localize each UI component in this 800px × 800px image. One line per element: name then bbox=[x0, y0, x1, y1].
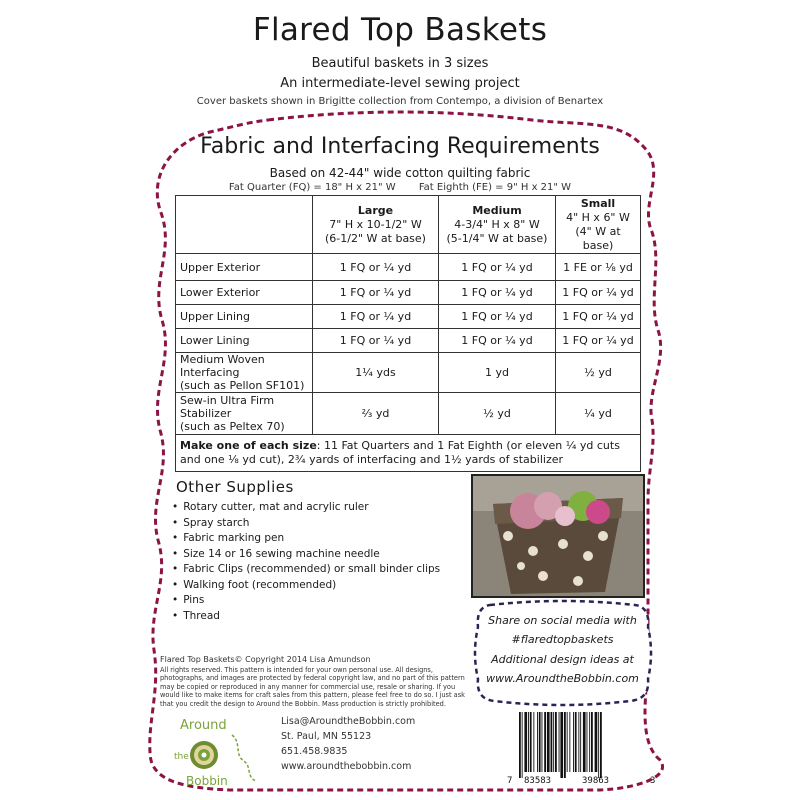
cell-large: ⅔ yd bbox=[313, 393, 439, 435]
legal-text: All rights reserved. This pattern is intended for your own personal use. All designs, photographs, and images are protected by federal copyright law, and no part of this pattern may be copied or reproduced in any manner for commercial use, resale or sharing. If you would like to make items for craft sales from this pattern, please feel free to do so. I just ask that you credit the design to Around the Bobbin. Mass production is strictly prohibited. bbox=[160, 666, 465, 708]
table-row bbox=[176, 353, 641, 393]
barcode-bar bbox=[587, 712, 588, 772]
barcode-bar bbox=[559, 712, 560, 772]
row-label: Sew-in Ultra Firm Stabilizer (such as Peltex 70) bbox=[176, 393, 313, 435]
make-one-note: Make one of each size: 11 Fat Quarters and 1 Fat Eighth (or eleven ¼ yd cuts and one ⅛ yd cut), 2¾ yards of interfacing and 1½ yards of stabilizer bbox=[176, 435, 641, 472]
cell-medium: 1 yd bbox=[439, 353, 556, 393]
logo-word-around: Around bbox=[180, 718, 227, 733]
barcode-bar bbox=[547, 712, 550, 772]
cell-medium: 1 FQ or ¼ yd bbox=[439, 254, 556, 281]
barcode-bar bbox=[537, 712, 538, 772]
cell-small: 1 FQ or ¼ yd bbox=[556, 281, 641, 305]
table-row bbox=[176, 393, 641, 435]
column-header-medium: Medium 4-3/4" H x 8" W (5-1/4" W at base) bbox=[439, 196, 556, 254]
logo-word-the: the bbox=[174, 752, 189, 762]
cell-medium: 1 FQ or ¼ yd bbox=[439, 329, 556, 353]
copyright-line: Flared Top Baskets© Copyright 2014 Lisa Amundson bbox=[160, 655, 371, 664]
column-header-small: Small 4" H x 6" W (4" W at base) bbox=[556, 196, 641, 254]
barcode-bar bbox=[560, 712, 563, 778]
barcode-bar bbox=[553, 712, 554, 772]
fabric-width-note: Based on 42-44" wide cotton quilting fabric bbox=[269, 166, 531, 180]
barcode-bar bbox=[530, 712, 532, 772]
cell-small: ¼ yd bbox=[556, 393, 641, 435]
row-label: Upper Lining bbox=[176, 305, 313, 329]
barcode-bar bbox=[573, 712, 574, 772]
barcode-digit-first: 7 bbox=[507, 776, 513, 786]
fat-quarter-def: Fat Quarter (FQ) = 18" H x 21" W bbox=[228, 182, 396, 193]
list-item: • Fabric marking pen bbox=[172, 531, 440, 547]
around-the-bobbin-logo bbox=[172, 715, 272, 790]
barcode-digit-last: 3 bbox=[650, 776, 656, 786]
table-row bbox=[176, 329, 641, 353]
column-header-large: Large 7" H x 10-1/2" W (6-1/2" W at base) bbox=[313, 196, 439, 254]
cell-medium: ½ yd bbox=[439, 393, 556, 435]
barcode-bar bbox=[600, 712, 602, 778]
supplies-list bbox=[172, 500, 440, 624]
cell-large: 1 FQ or ¼ yd bbox=[313, 305, 439, 329]
table-row bbox=[176, 254, 641, 281]
share-line-1: Share on social media with bbox=[488, 614, 637, 627]
cell-small: ½ yd bbox=[556, 353, 641, 393]
barcode-bar bbox=[551, 712, 553, 772]
cover-note: Cover baskets shown in Brigitte collection from Contempo, a division of Benartex bbox=[196, 96, 604, 107]
fat-eighth-def: Fat Eighth (FE) = 9" H x 21" W bbox=[418, 182, 572, 193]
barcode-bar bbox=[595, 712, 598, 772]
share-line-3: Additional design ideas at bbox=[491, 653, 634, 666]
barcode-bar bbox=[591, 712, 593, 772]
barcode-bar bbox=[555, 712, 557, 772]
cell-small: 1 FQ or ¼ yd bbox=[556, 329, 641, 353]
list-item: • Walking foot (recommended) bbox=[172, 578, 440, 594]
list-item: • Fabric Clips (recommended) or small binder clips bbox=[172, 562, 440, 578]
share-hashtag: #flaredtopbaskets bbox=[511, 633, 614, 646]
barcode-bar bbox=[569, 712, 570, 772]
contact-email[interactable]: Lisa@AroundtheBobbin.com bbox=[281, 716, 416, 727]
requirements-title: Fabric and Interfacing Requirements bbox=[200, 134, 600, 159]
table-summary-row bbox=[176, 435, 641, 472]
list-item: • Size 14 or 16 sewing machine needle bbox=[172, 547, 440, 563]
contact-phone: 651.458.9835 bbox=[281, 746, 348, 757]
barcode-bar bbox=[519, 712, 521, 778]
cell-small: 1 FQ or ¼ yd bbox=[556, 305, 641, 329]
cell-small: 1 FE or ⅛ yd bbox=[556, 254, 641, 281]
list-item: • Rotary cutter, mat and acrylic ruler bbox=[172, 500, 440, 516]
row-label: Lower Exterior bbox=[176, 281, 313, 305]
basket-photo bbox=[471, 474, 645, 598]
barcode-bar bbox=[564, 712, 566, 778]
barcode-bar bbox=[598, 712, 599, 778]
barcode-digits-right: 39863 bbox=[582, 776, 610, 786]
requirements-table bbox=[175, 195, 641, 472]
barcode-bar bbox=[539, 712, 541, 772]
barcode-bar bbox=[544, 712, 546, 772]
barcode-bar bbox=[578, 712, 579, 772]
barcode-bar bbox=[589, 712, 590, 772]
list-item: • Spray starch bbox=[172, 516, 440, 532]
barcode-bar bbox=[583, 712, 586, 772]
barcode-bar bbox=[533, 712, 534, 772]
share-website: www.AroundtheBobbin.com bbox=[486, 672, 639, 685]
table-row bbox=[176, 281, 641, 305]
fat-quarter-note bbox=[0, 182, 800, 193]
subtitle: Beautiful baskets in 3 sizes bbox=[311, 56, 489, 71]
empty-corner-cell bbox=[176, 196, 313, 254]
barcode-bar bbox=[575, 712, 577, 772]
cell-large: 1¼ yds bbox=[313, 353, 439, 393]
list-item: • Thread bbox=[172, 609, 440, 625]
cell-medium: 1 FQ or ¼ yd bbox=[439, 305, 556, 329]
contact-city: St. Paul, MN 55123 bbox=[281, 731, 372, 742]
barcode-bar bbox=[524, 712, 527, 772]
row-label: Upper Exterior bbox=[176, 254, 313, 281]
row-label: Lower Lining bbox=[176, 329, 313, 353]
cell-large: 1 FQ or ¼ yd bbox=[313, 281, 439, 305]
barcode-bar bbox=[528, 712, 529, 772]
barcode-bar bbox=[522, 712, 523, 778]
page-title: Flared Top Baskets bbox=[252, 12, 548, 48]
list-item: • Pins bbox=[172, 593, 440, 609]
cell-large: 1 FQ or ¼ yd bbox=[313, 254, 439, 281]
barcode-bar bbox=[567, 712, 568, 772]
barcode bbox=[515, 712, 645, 780]
barcode-bar bbox=[542, 712, 543, 772]
logo-word-bobbin: Bobbin bbox=[186, 774, 228, 788]
skill-level: An intermediate-level sewing project bbox=[280, 76, 520, 91]
table-row bbox=[176, 305, 641, 329]
other-supplies-title: Other Supplies bbox=[176, 478, 294, 496]
barcode-digits-left: 83583 bbox=[524, 776, 552, 786]
contact-website[interactable]: www.aroundthebobbin.com bbox=[281, 761, 412, 772]
table-header-row bbox=[176, 196, 641, 254]
cell-large: 1 FQ or ¼ yd bbox=[313, 329, 439, 353]
barcode-bar bbox=[580, 712, 581, 772]
row-label: Medium Woven Interfacing (such as Pellon SF101) bbox=[176, 353, 313, 393]
cell-medium: 1 FQ or ¼ yd bbox=[439, 281, 556, 305]
